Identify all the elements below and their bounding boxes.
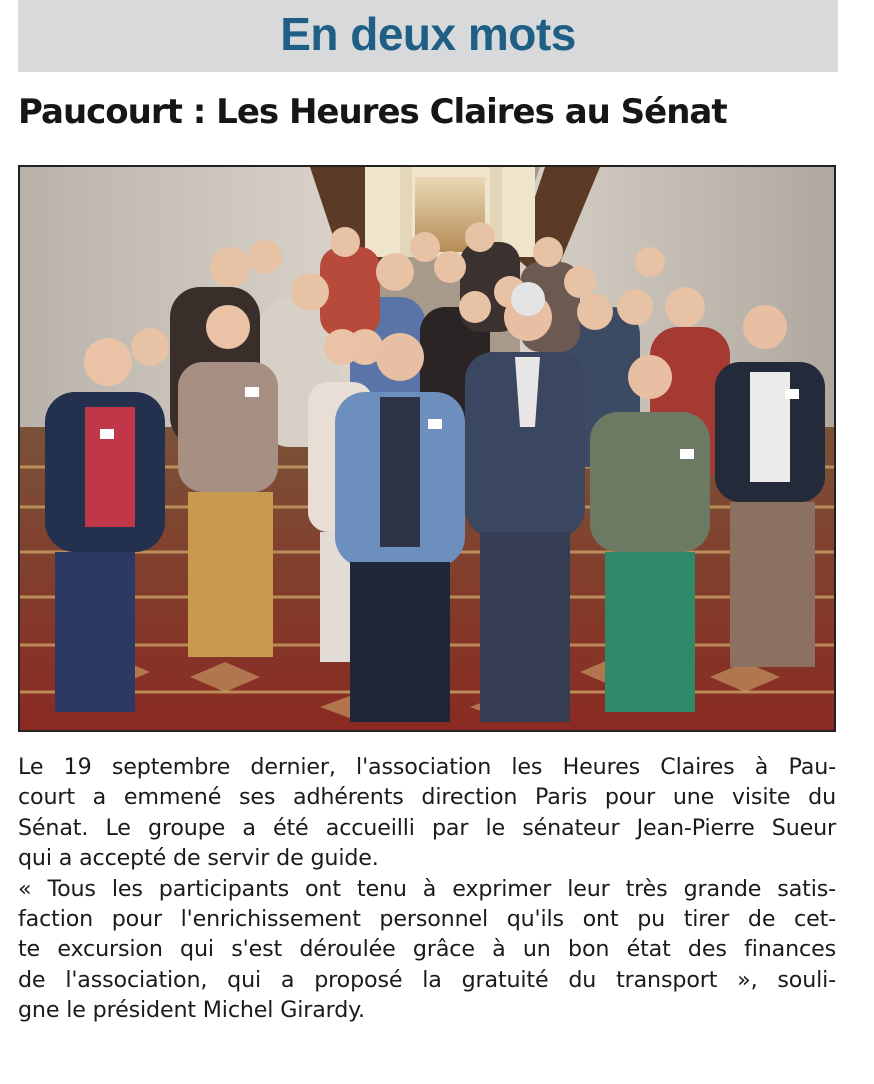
body-line: Le 19 septembre dernier, l'association les Heures Claires à Pau- xyxy=(18,754,836,780)
body-line: faction pour l'enrichissement personnel qu'ils ont pu tirer de cet- xyxy=(18,906,836,933)
group-photo-illustration xyxy=(20,167,834,730)
article-photo xyxy=(18,165,836,732)
body-line: « Tous les participants ont tenu à exprimer leur très grande satis- xyxy=(18,875,836,902)
rubric-title: En deux mots xyxy=(280,8,576,60)
body-line: gne le président Michel Girardy. xyxy=(18,997,365,1024)
body-line: court a emmené ses adhérents direction Paris pour une visite du xyxy=(18,784,836,811)
rubric-band xyxy=(18,0,838,72)
article-body xyxy=(18,752,836,1026)
body-line: Sénat. Le groupe a été accueilli par le sénateur Jean-Pierre Sueur xyxy=(18,814,836,841)
article-headline: Paucourt : Les Heures Claires au Sénat xyxy=(18,92,727,132)
body-line: de l'association, qui a proposé la gratuité du transport », souli- xyxy=(18,966,836,993)
body-line: te excursion qui s'est déroulée grâce à un bon état des finances xyxy=(18,936,836,963)
body-line: qui a accepté de servir de guide. xyxy=(18,845,379,872)
